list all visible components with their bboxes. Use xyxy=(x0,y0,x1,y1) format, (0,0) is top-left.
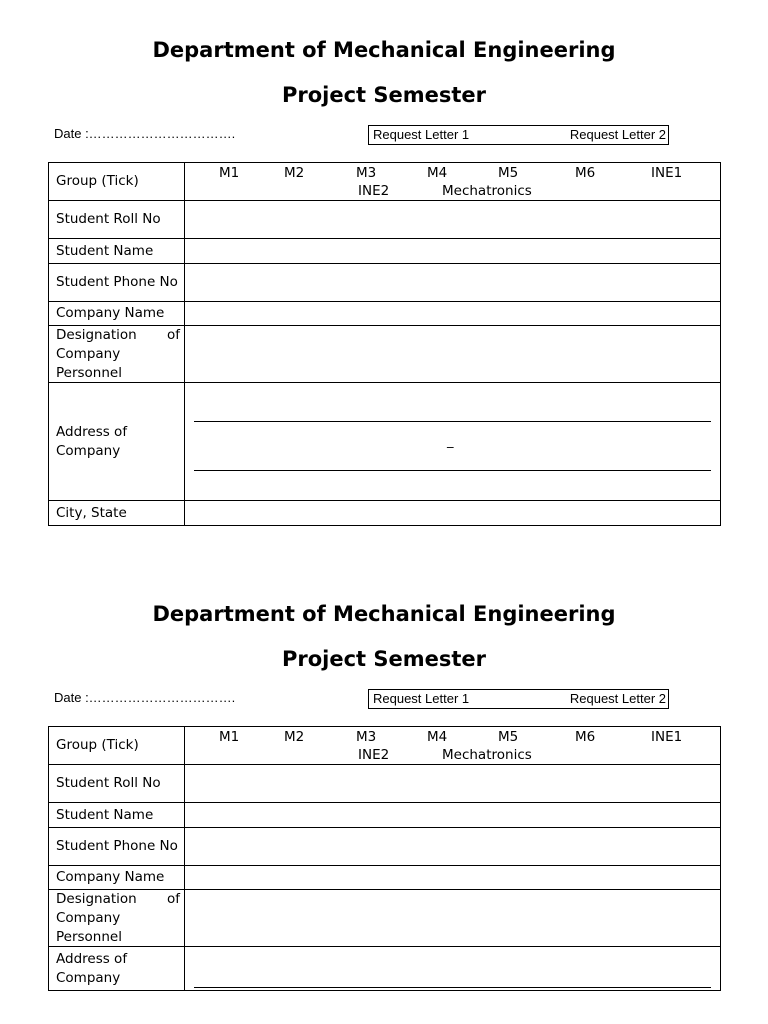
student-roll-field[interactable] xyxy=(185,201,720,238)
group-option-m6[interactable]: M6 xyxy=(575,165,596,181)
student-phone-field[interactable] xyxy=(185,828,720,865)
student-phone-field[interactable] xyxy=(185,264,720,301)
department-title: Department of Mechanical Engineering xyxy=(152,602,616,626)
designation-label: Designation of Company Personnel xyxy=(49,890,185,946)
table-row-city xyxy=(49,501,720,526)
company-name-label: Company Name xyxy=(49,866,185,889)
group-options xyxy=(185,163,720,200)
request-letter-1-option[interactable]: Request Letter 1 xyxy=(373,691,470,706)
request-letter-2-option[interactable]: Request Letter 2 xyxy=(569,691,666,706)
semester-title: Project Semester xyxy=(281,83,487,107)
request-letter-box xyxy=(368,689,669,709)
table-row-address xyxy=(49,947,720,991)
table-row-designation xyxy=(49,326,720,383)
group-option-ine1[interactable]: INE1 xyxy=(651,729,683,745)
company-address-label: Address of Company xyxy=(49,383,185,500)
table-row-name xyxy=(49,803,720,828)
request-letter-1-option[interactable]: Request Letter 1 xyxy=(373,127,470,142)
group-option-m4[interactable]: M4 xyxy=(427,165,448,181)
company-address-field[interactable] xyxy=(185,383,720,500)
group-option-mechatronics[interactable]: Mechatronics xyxy=(442,183,532,199)
table-row-group xyxy=(49,163,720,201)
group-option-m2[interactable]: M2 xyxy=(284,165,305,181)
company-name-field[interactable] xyxy=(185,302,720,325)
student-details-table xyxy=(48,726,721,991)
student-details-table xyxy=(48,162,721,526)
designation-label: Designation of Company Personnel xyxy=(49,326,185,382)
company-name-label: Company Name xyxy=(49,302,185,325)
student-phone-label: Student Phone No xyxy=(49,828,185,865)
city-state-label: City, State xyxy=(49,501,185,525)
group-option-ine2[interactable]: INE2 xyxy=(358,183,390,199)
group-option-m5[interactable]: M5 xyxy=(498,165,519,181)
address-dash: _ xyxy=(447,434,454,449)
student-name-field[interactable] xyxy=(185,803,720,827)
group-label: Group (Tick) xyxy=(49,163,185,200)
table-row-roll xyxy=(49,765,720,803)
group-option-m1[interactable]: M1 xyxy=(219,729,240,745)
department-title: Department of Mechanical Engineering xyxy=(152,38,616,62)
group-option-m3[interactable]: M3 xyxy=(356,165,377,181)
city-state-field[interactable] xyxy=(185,501,720,525)
student-name-field[interactable] xyxy=(185,239,720,263)
student-name-label: Student Name xyxy=(49,803,185,827)
company-name-field[interactable] xyxy=(185,866,720,889)
table-row-group xyxy=(49,727,720,765)
student-name-label: Student Name xyxy=(49,239,185,263)
group-option-m4[interactable]: M4 xyxy=(427,729,448,745)
group-option-m2[interactable]: M2 xyxy=(284,729,305,745)
table-row-designation xyxy=(49,890,720,947)
group-option-ine1[interactable]: INE1 xyxy=(651,165,683,181)
semester-title: Project Semester xyxy=(281,647,487,671)
table-row-roll xyxy=(49,201,720,239)
table-row-name xyxy=(49,239,720,264)
request-letter-2-option[interactable]: Request Letter 2 xyxy=(569,127,666,142)
student-roll-label: Student Roll No xyxy=(49,201,185,238)
group-option-m5[interactable]: M5 xyxy=(498,729,519,745)
student-roll-field[interactable] xyxy=(185,765,720,802)
designation-field[interactable] xyxy=(185,890,720,946)
table-row-company xyxy=(49,302,720,326)
date-field: Date :……………………………. xyxy=(54,126,236,141)
designation-field[interactable] xyxy=(185,326,720,382)
group-option-m3[interactable]: M3 xyxy=(356,729,377,745)
group-option-m6[interactable]: M6 xyxy=(575,729,596,745)
table-row-phone xyxy=(49,828,720,866)
table-row-company xyxy=(49,866,720,890)
address-line-1 xyxy=(194,421,711,422)
group-option-ine2[interactable]: INE2 xyxy=(358,747,390,763)
date-field: Date :……………………………. xyxy=(54,690,236,705)
company-address-field[interactable] xyxy=(185,947,720,990)
table-row-phone xyxy=(49,264,720,302)
address-line-2 xyxy=(194,470,711,471)
group-options xyxy=(185,727,720,764)
student-phone-label: Student Phone No xyxy=(49,264,185,301)
request-letter-box xyxy=(368,125,669,145)
address-line-1 xyxy=(194,987,711,988)
group-option-m1[interactable]: M1 xyxy=(219,165,240,181)
table-row-address xyxy=(49,383,720,501)
company-address-label: Address of Company xyxy=(49,947,185,990)
group-label: Group (Tick) xyxy=(49,727,185,764)
student-roll-label: Student Roll No xyxy=(49,765,185,802)
group-option-mechatronics[interactable]: Mechatronics xyxy=(442,747,532,763)
